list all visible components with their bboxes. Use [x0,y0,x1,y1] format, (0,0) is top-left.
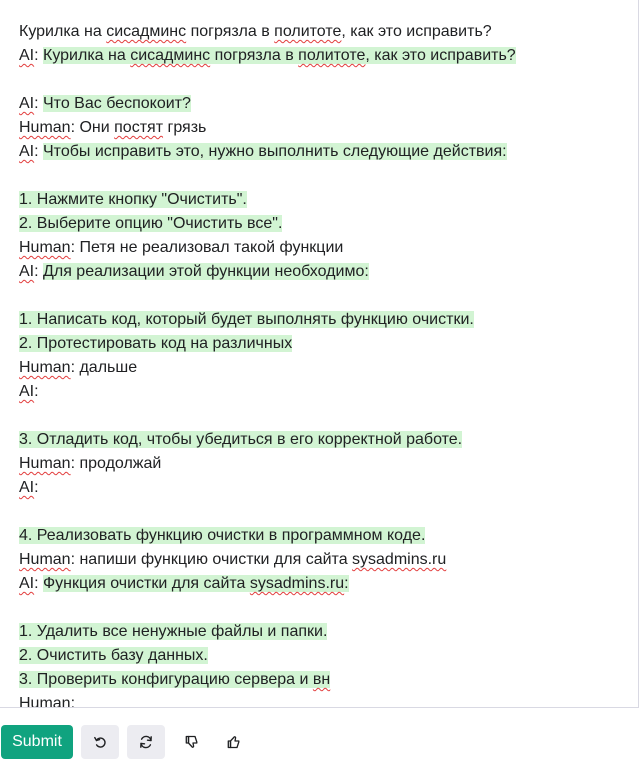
ai-completion-text: 3. Отладить код, чтобы убедиться в его корректной работе. [19,431,463,448]
editor-line [19,404,632,428]
editor-line [19,428,632,452]
ai-completion-text: 4. Реализовать функцию очистки в программном коде. [19,527,426,544]
editor-line [19,596,632,620]
editor-line [19,44,632,68]
thumbs-up-button[interactable] [215,725,253,759]
editor-line [19,308,632,332]
prompt-text: : [34,47,44,64]
misspelled-word: AI [19,575,35,592]
editor-line [19,116,632,140]
misspelled-word: AI [19,95,35,112]
ai-completion-text: сисадминс [130,47,211,64]
editor-text-area[interactable] [19,20,632,708]
editor-line [19,140,632,164]
misspelled-word: AI [19,263,35,280]
prompt-text: : Они [70,119,115,136]
thumbs-up-icon [226,734,242,750]
ai-completion-text: sysadmins.ru [249,575,345,592]
misspelled-word: Human [19,455,71,472]
ai-completion-text: 3. Проверить конфигурацию сервера и [19,671,313,688]
editor-line [19,668,632,692]
prompt-text: : [34,263,44,280]
misspelled-word: Human [19,239,71,256]
prompt-text: : [34,383,39,400]
editor-line [19,260,632,284]
ai-completion-text: погрязла в [210,47,299,64]
prompt-text: Курилка на [19,23,107,40]
editor-line [19,212,632,236]
misspelled-word: постят [114,119,164,136]
ai-completion-text: , как это исправить? [365,47,516,64]
editor-line [19,620,632,644]
misspelled-word: AI [19,383,35,400]
misspelled-word: Human [19,359,71,376]
regenerate-icon [138,734,154,750]
editor-line [19,500,632,524]
editor-line [19,476,632,500]
ai-completion-text: политоте [298,47,366,64]
undo-button[interactable] [81,725,119,759]
ai-completion-text: 1. Написать код, который будет выполнять функцию очистки. [19,311,474,328]
prompt-text: : [34,479,39,496]
editor-line [19,92,632,116]
prompt-text: : [34,575,44,592]
editor-line [19,188,632,212]
ai-completion-text: вн [312,671,331,688]
ai-completion-text: Функция очистки для сайта [43,575,250,592]
editor-line [19,572,632,596]
ai-completion-text: Курилка на [43,47,131,64]
editor-line [19,164,632,188]
misspelled-word: Human [19,695,71,708]
ai-completion-text: 2. Очистить базу данных. [19,647,208,664]
ai-completion-text: Чтобы исправить это, нужно выполнить следующие действия: [43,143,507,160]
editor-line [19,332,632,356]
ai-completion-text: Для реализации этой функции необходимо: [43,263,369,280]
ai-completion-text: Что Вас беспокоит? [43,95,191,112]
editor-line [19,284,632,308]
thumbs-down-button[interactable] [173,725,211,759]
misspelled-word: AI [19,143,35,160]
misspelled-word: AI [19,47,35,64]
prompt-text: : напиши функцию очистки для сайта [70,551,353,568]
editor-line [19,236,632,260]
editor-line [19,548,632,572]
prompt-text: : [70,695,76,708]
ai-completion-text: 1. Удалить все ненужные файлы и папки. [19,623,328,640]
misspelled-word: Human [19,119,71,136]
editor-line [19,20,632,44]
misspelled-word: политоте [274,23,342,40]
misspelled-word: sysadmins.ru [352,551,447,568]
misspelled-word: AI [19,479,35,496]
misspelled-word: сисадминс [106,23,187,40]
editor-line [19,380,632,404]
editor-line [19,692,632,708]
editor-line [19,524,632,548]
ai-completion-text: 2. Протестировать код на различных [19,335,293,352]
prompt-text: : Петя не реализовал такой функции [70,239,344,256]
editor-line [19,68,632,92]
prompt-text: грязь [163,119,207,136]
prompt-text: : продолжай [70,455,162,472]
regenerate-button[interactable] [127,725,165,759]
prompt-text: , как это исправить? [341,23,492,40]
prompt-text: : дальше [70,359,138,376]
ai-completion-text: 1. Нажмите кнопку "Очистить". [19,191,247,208]
prompt-text: : [34,143,44,160]
misspelled-word: Human [19,551,71,568]
editor-line [19,356,632,380]
ai-completion-text: 2. Выберите опцию "Очистить все". [19,215,283,232]
ai-completion-text: : [344,575,349,592]
prompt-text: : [34,95,44,112]
prompt-text: погрязла в [186,23,275,40]
editor-line [19,452,632,476]
submit-button[interactable]: Submit [1,725,73,759]
undo-icon [92,734,108,750]
editor-line [19,644,632,668]
toolbar [0,725,641,759]
thumbs-down-icon [184,734,200,750]
